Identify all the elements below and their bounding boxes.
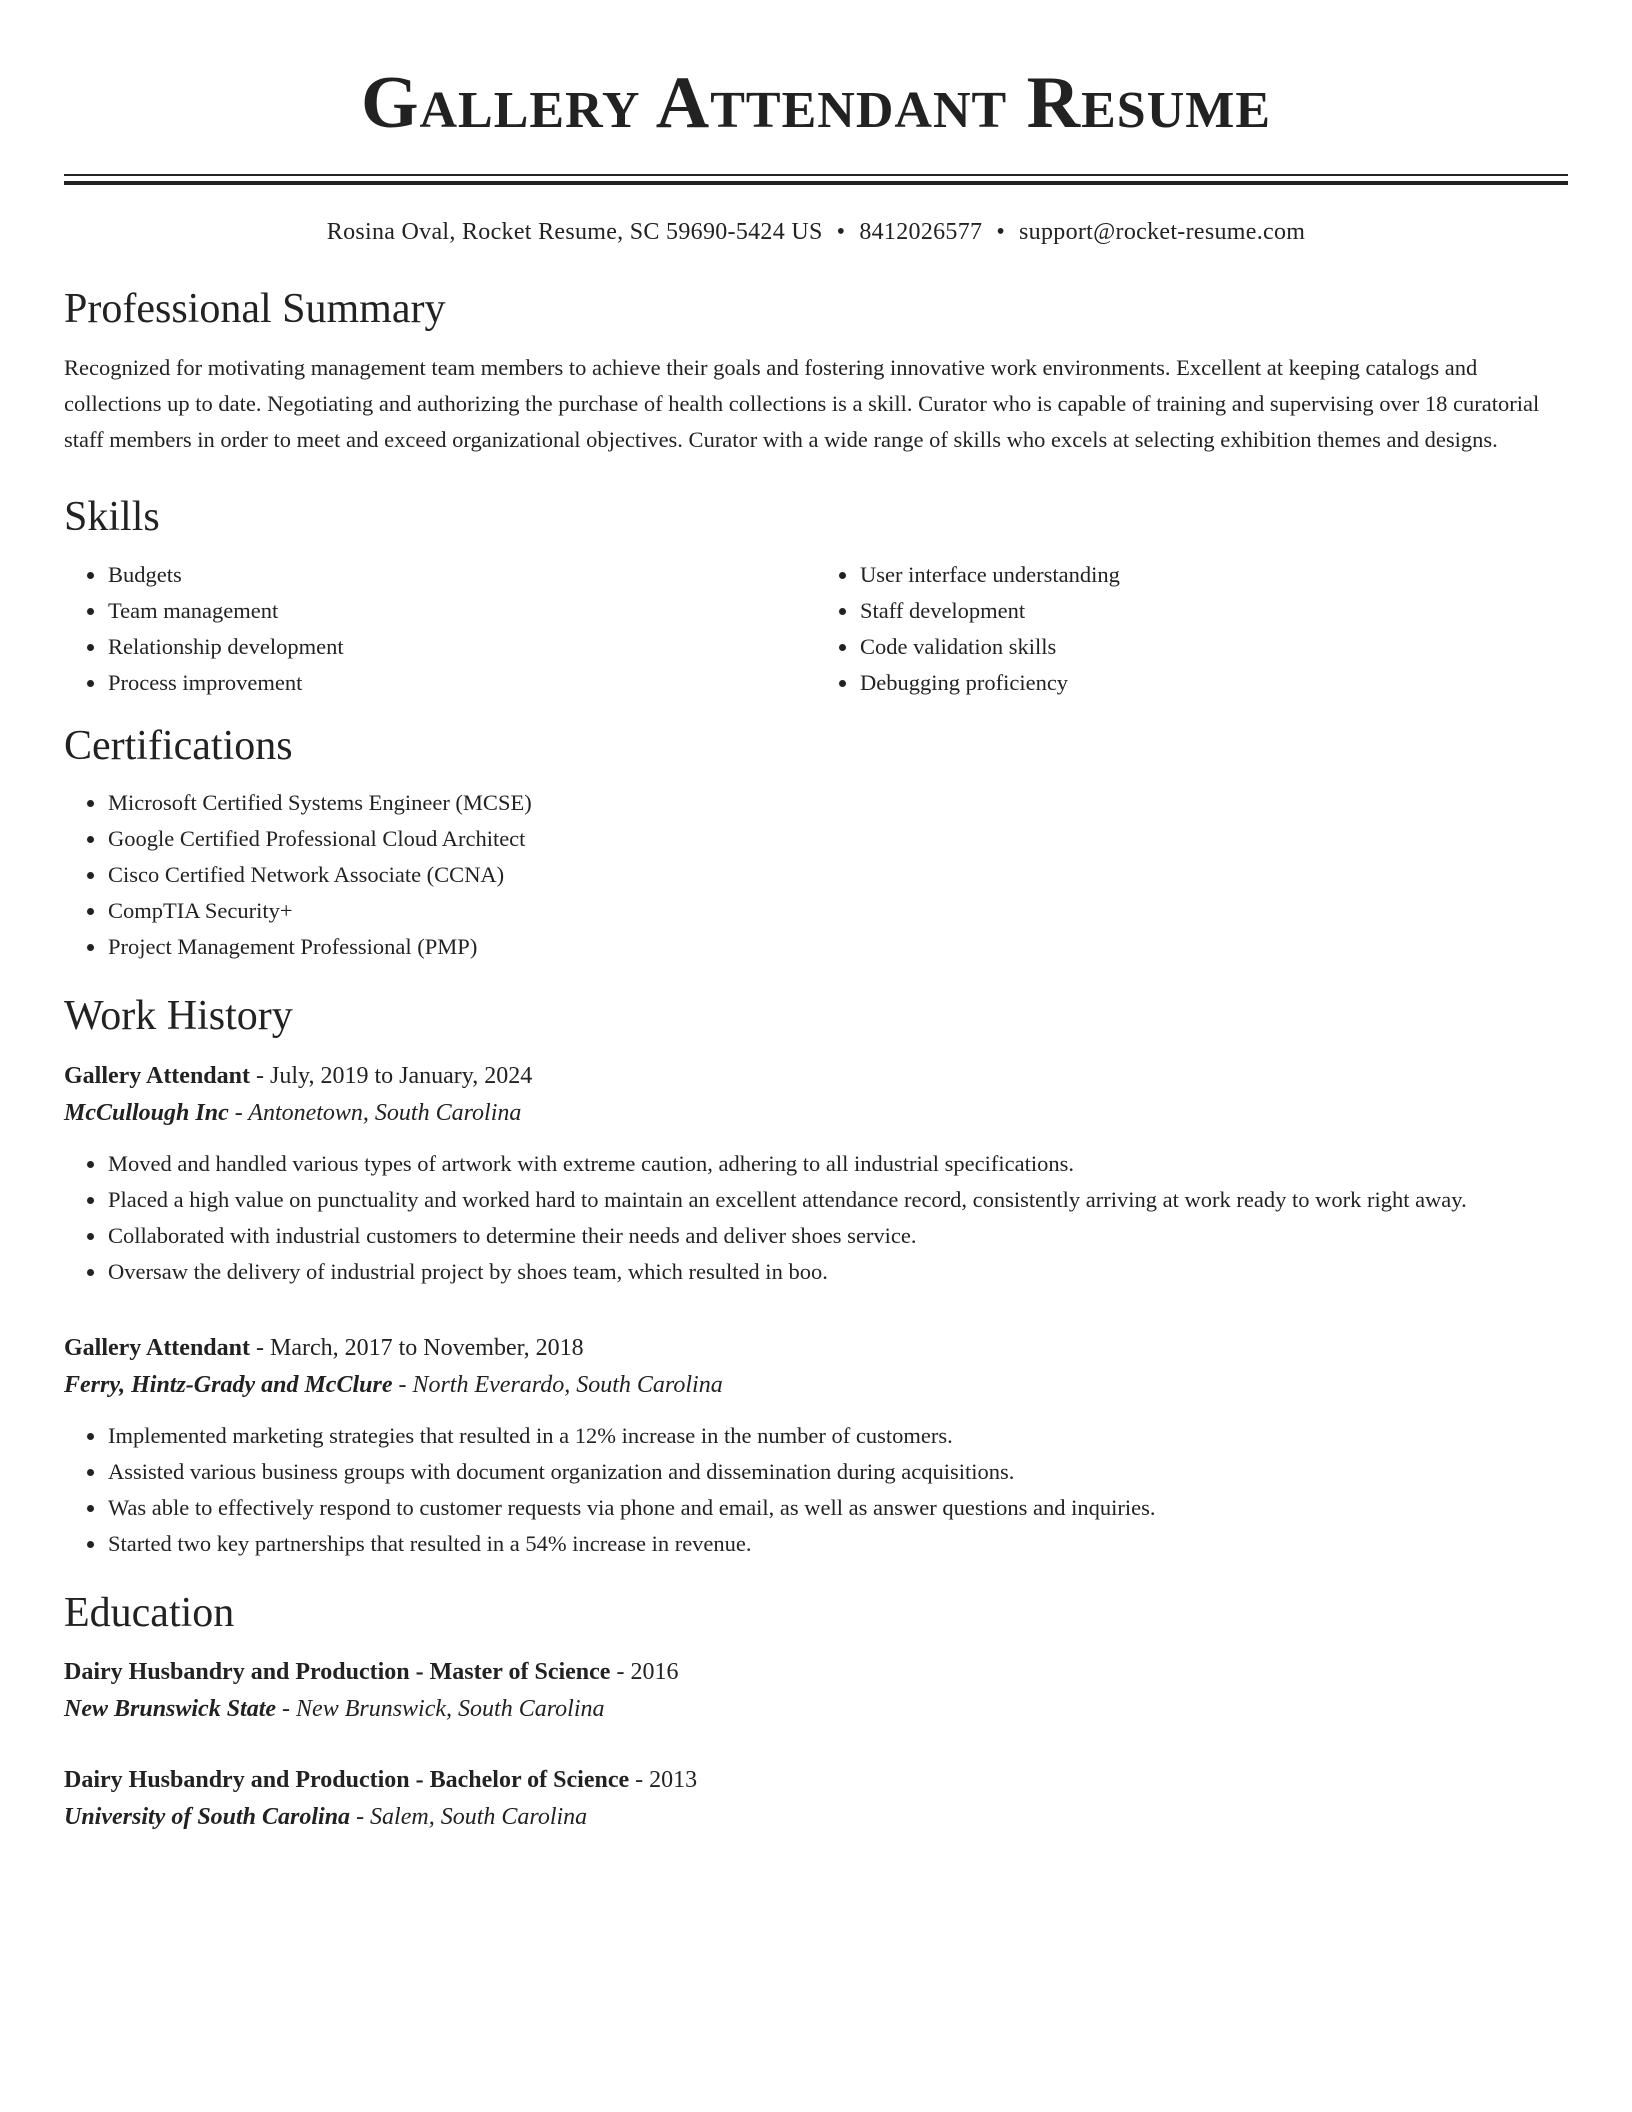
- skill-item: • User interface understanding: [859, 557, 1568, 593]
- skills-left-list: [64, 557, 816, 701]
- summary-heading: Professional Summary: [64, 286, 446, 332]
- job-company: Ferry, Hintz-Grady and McClure: [64, 1371, 393, 1398]
- job-title: Gallery Attendant: [64, 1062, 250, 1089]
- skill-item: • Process improvement: [107, 665, 816, 701]
- skill-item: • Team management: [107, 593, 816, 629]
- school-line: [64, 1690, 1568, 1728]
- certification-item: • Google Certified Professional Cloud Architect: [107, 821, 1568, 857]
- degree-line: [64, 1654, 1568, 1690]
- contact-phone: 8412026577: [859, 219, 983, 245]
- school-location: - New Brunswick, South Carolina: [276, 1695, 605, 1722]
- job-location: - Antonetown, South Carolina: [228, 1099, 522, 1126]
- skills-right-list: [816, 557, 1568, 701]
- school-location: - Salem, South Carolina: [350, 1803, 588, 1830]
- school-line: [64, 1798, 1568, 1836]
- skills-heading: Skills: [64, 494, 160, 541]
- degree-line: [64, 1762, 1568, 1798]
- school-name: New Brunswick State: [64, 1695, 277, 1722]
- job-location: - North Everardo, South Carolina: [392, 1371, 723, 1398]
- job-bullets: [64, 1146, 1568, 1290]
- work-history-section: [64, 991, 1568, 1561]
- job-entry: [64, 1058, 1568, 1290]
- contact-separator: •: [996, 219, 1006, 245]
- school-name: University of South Carolina: [64, 1803, 351, 1830]
- education-entry: [64, 1654, 1568, 1728]
- skill-item: • Budgets: [107, 557, 816, 593]
- job-dates: - March, 2017 to November, 2018: [250, 1334, 584, 1361]
- education-heading: Education: [64, 1589, 235, 1636]
- education-entry: [64, 1762, 1568, 1836]
- job-dates: - July, 2019 to January, 2024: [250, 1062, 533, 1089]
- skills-section: [64, 492, 1568, 700]
- title-divider-thin: [64, 174, 1568, 176]
- skill-item: • Staff development: [859, 593, 1568, 629]
- summary-section: [64, 284, 1568, 458]
- degree-name: Dairy Husbandry and Production - Master of Science: [64, 1658, 611, 1685]
- job-title-line: [64, 1330, 1568, 1366]
- education-section: [64, 1588, 1568, 1836]
- job-bullets: [64, 1418, 1568, 1562]
- job-company-line: [64, 1366, 1568, 1404]
- job-bullet: • Assisted various business groups with document organization and dissemination during acquisitions.: [107, 1454, 1568, 1490]
- skills-grid: [64, 557, 1568, 701]
- job-bullet: • Placed a high value on punctuality and worked hard to maintain an excellent attendance record, consistently arriving at work ready to work right away.: [107, 1182, 1568, 1218]
- contact-line: [64, 219, 1568, 246]
- degree-name: Dairy Husbandry and Production - Bachelor of Science: [64, 1766, 630, 1793]
- job-bullet: • Started two key partnerships that resulted in a 54% increase in revenue.: [107, 1526, 1568, 1562]
- job-title-line: [64, 1058, 1568, 1094]
- skill-item: • Relationship development: [107, 629, 816, 665]
- job-title: Gallery Attendant: [64, 1334, 250, 1361]
- degree-year: - 2013: [629, 1766, 698, 1793]
- certification-item: • Project Management Professional (PMP): [107, 929, 1568, 965]
- certifications-list: [64, 785, 1568, 965]
- job-bullet: • Oversaw the delivery of industrial project by shoes team, which resulted in boo.: [107, 1254, 1568, 1290]
- job-entry: [64, 1330, 1568, 1562]
- job-bullet: • Implemented marketing strategies that resulted in a 12% increase in the number of customers.: [107, 1418, 1568, 1454]
- work-history-heading: Work History: [64, 993, 293, 1040]
- skill-item: • Debugging proficiency: [859, 665, 1568, 701]
- skill-item: • Code validation skills: [859, 629, 1568, 665]
- certifications-heading: Certifications: [64, 722, 293, 769]
- job-bullet: • Collaborated with industrial customers to determine their needs and deliver shoes service.: [107, 1218, 1568, 1254]
- resume-title: Gallery Attendant Resume: [360, 62, 1272, 144]
- certification-item: • Microsoft Certified Systems Engineer (MCSE): [107, 785, 1568, 821]
- certification-item: • Cisco Certified Network Associate (CCNA): [107, 857, 1568, 893]
- certifications-section: [64, 721, 1568, 965]
- job-bullet: • Was able to effectively respond to customer requests via phone and email, as well as answer questions and inquiries.: [107, 1490, 1568, 1526]
- title-divider-thick: [64, 181, 1568, 185]
- job-bullet: • Moved and handled various types of artwork with extreme caution, adhering to all industrial specifications.: [107, 1146, 1568, 1182]
- certification-item: • CompTIA Security+: [107, 893, 1568, 929]
- degree-year: - 2016: [610, 1658, 679, 1685]
- summary-text: Recognized for motivating management team members to achieve their goals and fostering innovative work environments. Excellent at keeping catalogs and collections up to date. Negotiating and authorizing the purchase of health collections is a skill. Curator who is capable of training and supervising over 18 curatorial staff members in order to meet and exceed organizational objectives. Curator with a wide range of skills who excels at selecting exhibition themes and designs.: [64, 355, 1540, 453]
- contact-email: support@rocket-resume.com: [1019, 219, 1306, 245]
- job-company: McCullough Inc: [64, 1099, 229, 1126]
- job-company-line: [64, 1094, 1568, 1132]
- contact-separator: •: [836, 219, 846, 245]
- contact-address: Rosina Oval, Rocket Resume, SC 59690-5424 US: [326, 219, 823, 245]
